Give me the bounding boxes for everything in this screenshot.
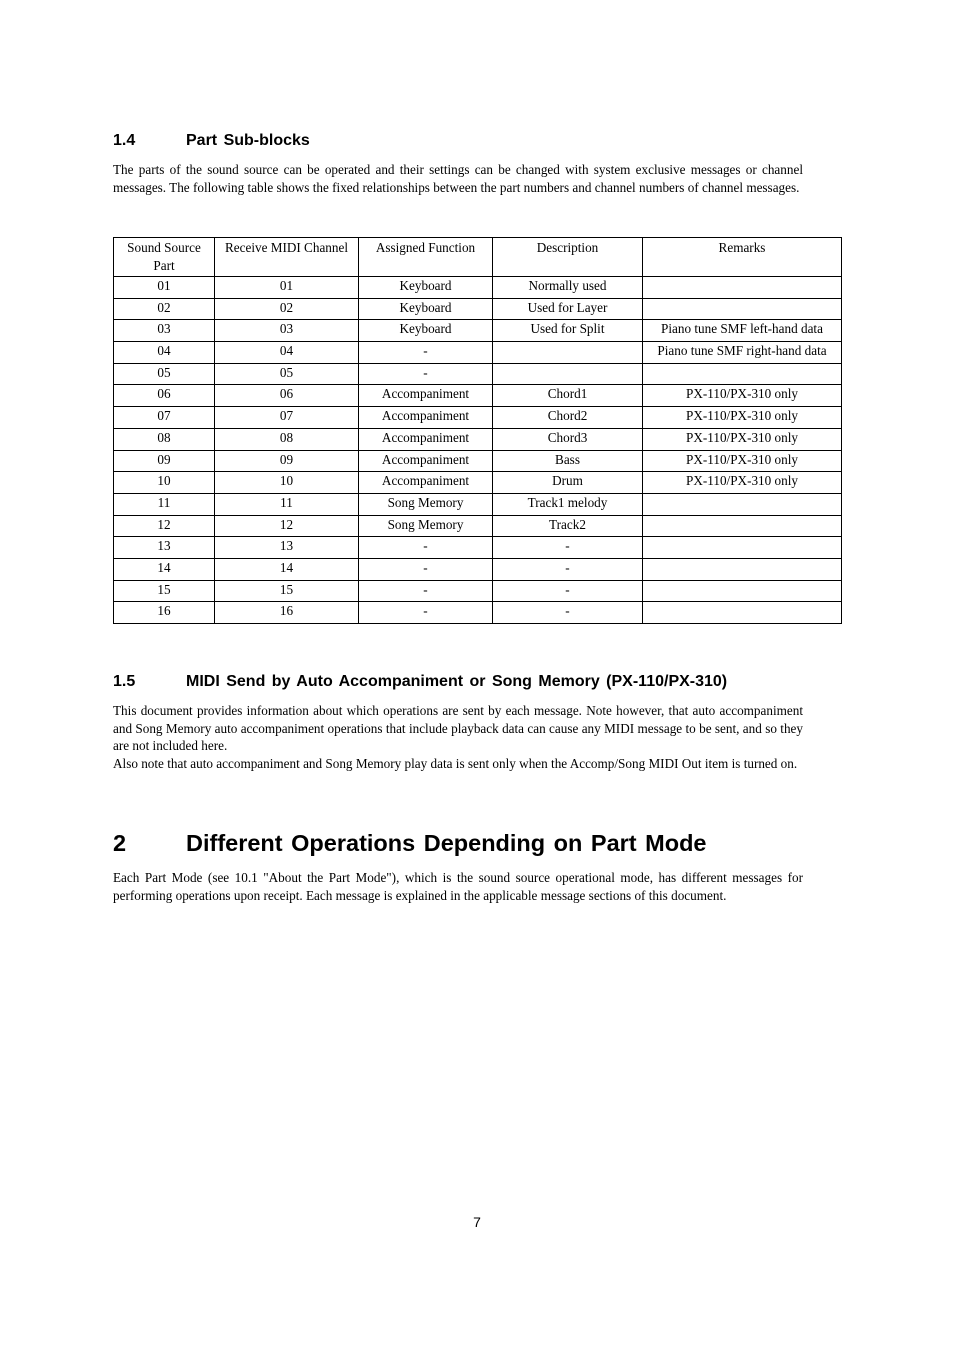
cell-description: Track2 <box>493 515 643 537</box>
cell-description: - <box>493 537 643 559</box>
cell-description: Chord1 <box>493 385 643 407</box>
section-1-5-paragraph-1: This document provides information about which operations are sent by each message. Note however, that auto accompaniment and Song Memory auto accompaniment operations that include playback data can cause any MIDI message to be sent, and so they are not included here. <box>113 703 803 754</box>
cell-function: Accompaniment <box>359 450 493 472</box>
cell-remarks <box>643 277 842 299</box>
table-row <box>114 537 842 559</box>
cell-part: 07 <box>114 407 215 429</box>
cell-channel: 05 <box>215 363 359 385</box>
cell-remarks <box>643 493 842 515</box>
page-number: 7 <box>473 1214 481 1230</box>
cell-remarks: Piano tune SMF left-hand data <box>643 320 842 342</box>
cell-part: 02 <box>114 298 215 320</box>
cell-function: Keyboard <box>359 298 493 320</box>
cell-channel: 04 <box>215 342 359 364</box>
cell-description <box>493 342 643 364</box>
header-remarks: Remarks <box>643 238 842 277</box>
cell-remarks: Piano tune SMF right-hand data <box>643 342 842 364</box>
cell-part: 01 <box>114 277 215 299</box>
cell-remarks <box>643 515 842 537</box>
table-row <box>114 298 842 320</box>
cell-remarks <box>643 580 842 602</box>
cell-function: Accompaniment <box>359 407 493 429</box>
table-row <box>114 472 842 494</box>
cell-function: Keyboard <box>359 320 493 342</box>
cell-part: 09 <box>114 450 215 472</box>
table-body <box>114 277 842 624</box>
cell-channel: 16 <box>215 602 359 624</box>
table-row <box>114 363 842 385</box>
section-2-paragraph: Each Part Mode (see 10.1 "About the Part Mode"), which is the sound source operational mode, has different messages for performing operations upon receipt. Each message is explained in the applicable message sections of this document. <box>113 870 803 903</box>
cell-function: Accompaniment <box>359 428 493 450</box>
cell-function: Keyboard <box>359 277 493 299</box>
cell-channel: 15 <box>215 580 359 602</box>
section-title: Part Sub-blocks <box>186 132 310 149</box>
cell-remarks <box>643 363 842 385</box>
cell-function: - <box>359 537 493 559</box>
table-row <box>114 320 842 342</box>
cell-channel: 10 <box>215 472 359 494</box>
cell-channel: 02 <box>215 298 359 320</box>
cell-channel: 14 <box>215 558 359 580</box>
section-1-5-paragraph-2: Also note that auto accompaniment and Song Memory play data is sent only when the Accomp/Song MIDI Out item is turned on. <box>113 756 798 771</box>
cell-part: 08 <box>114 428 215 450</box>
header-receive-midi-channel: Receive MIDI Channel <box>215 238 359 277</box>
cell-function: Accompaniment <box>359 472 493 494</box>
table-row <box>114 450 842 472</box>
header-sound-source-part: Sound Source Part <box>114 238 215 277</box>
table-row <box>114 515 842 537</box>
cell-channel: 08 <box>215 428 359 450</box>
section-1-4-paragraph: The parts of the sound source can be operated and their settings can be changed with system exclusive messages or channel messages. The following table shows the fixed relationships between the part numbers and channel numbers of channel messages. <box>113 162 803 195</box>
cell-function: - <box>359 342 493 364</box>
cell-function: Accompaniment <box>359 385 493 407</box>
cell-description: Used for Layer <box>493 298 643 320</box>
cell-function: Song Memory <box>359 493 493 515</box>
cell-channel: 11 <box>215 493 359 515</box>
cell-part: 05 <box>114 363 215 385</box>
cell-remarks <box>643 537 842 559</box>
section-number: 2 <box>113 830 127 856</box>
table-row <box>114 407 842 429</box>
table-row <box>114 385 842 407</box>
cell-part: 15 <box>114 580 215 602</box>
cell-function: - <box>359 558 493 580</box>
cell-description: Chord2 <box>493 407 643 429</box>
table-row <box>114 558 842 580</box>
cell-description: - <box>493 580 643 602</box>
cell-description: Normally used <box>493 277 643 299</box>
cell-remarks <box>643 558 842 580</box>
section-title: MIDI Send by Auto Accompaniment or Song Memory (PX-110/PX-310) <box>186 673 728 690</box>
header-assigned-function: Assigned Function <box>359 238 493 277</box>
cell-part: 12 <box>114 515 215 537</box>
cell-remarks: PX-110/PX-310 only <box>643 472 842 494</box>
cell-remarks <box>643 298 842 320</box>
cell-description: - <box>493 558 643 580</box>
cell-remarks: PX-110/PX-310 only <box>643 450 842 472</box>
cell-part: 13 <box>114 537 215 559</box>
cell-remarks <box>643 602 842 624</box>
cell-description: Bass <box>493 450 643 472</box>
section-number: 1.4 <box>113 132 136 149</box>
cell-channel: 03 <box>215 320 359 342</box>
table-row <box>114 428 842 450</box>
cell-description <box>493 363 643 385</box>
table-row <box>114 342 842 364</box>
cell-part: 04 <box>114 342 215 364</box>
header-description: Description <box>493 238 643 277</box>
cell-part: 16 <box>114 602 215 624</box>
cell-channel: 09 <box>215 450 359 472</box>
cell-channel: 01 <box>215 277 359 299</box>
cell-channel: 12 <box>215 515 359 537</box>
cell-channel: 07 <box>215 407 359 429</box>
section-heading-2 <box>113 830 833 860</box>
table-row <box>114 602 842 624</box>
cell-part: 03 <box>114 320 215 342</box>
section-heading-1-4 <box>113 132 833 152</box>
section-title: Different Operations Depending on Part Mode <box>186 830 707 856</box>
cell-function: Song Memory <box>359 515 493 537</box>
cell-channel: 13 <box>215 537 359 559</box>
cell-description: Chord3 <box>493 428 643 450</box>
table-row <box>114 493 842 515</box>
part-channel-table <box>113 237 842 624</box>
cell-part: 10 <box>114 472 215 494</box>
cell-description: Used for Split <box>493 320 643 342</box>
cell-description: Drum <box>493 472 643 494</box>
table-row <box>114 277 842 299</box>
cell-remarks: PX-110/PX-310 only <box>643 385 842 407</box>
cell-channel: 06 <box>215 385 359 407</box>
cell-part: 06 <box>114 385 215 407</box>
cell-remarks: PX-110/PX-310 only <box>643 428 842 450</box>
cell-description: - <box>493 602 643 624</box>
cell-part: 14 <box>114 558 215 580</box>
section-heading-1-5 <box>113 673 833 693</box>
section-number: 1.5 <box>113 673 136 690</box>
cell-description: Track1 melody <box>493 493 643 515</box>
cell-part: 11 <box>114 493 215 515</box>
table-header-row <box>114 238 842 277</box>
table-row <box>114 580 842 602</box>
cell-function: - <box>359 580 493 602</box>
cell-function: - <box>359 363 493 385</box>
cell-remarks: PX-110/PX-310 only <box>643 407 842 429</box>
cell-function: - <box>359 602 493 624</box>
